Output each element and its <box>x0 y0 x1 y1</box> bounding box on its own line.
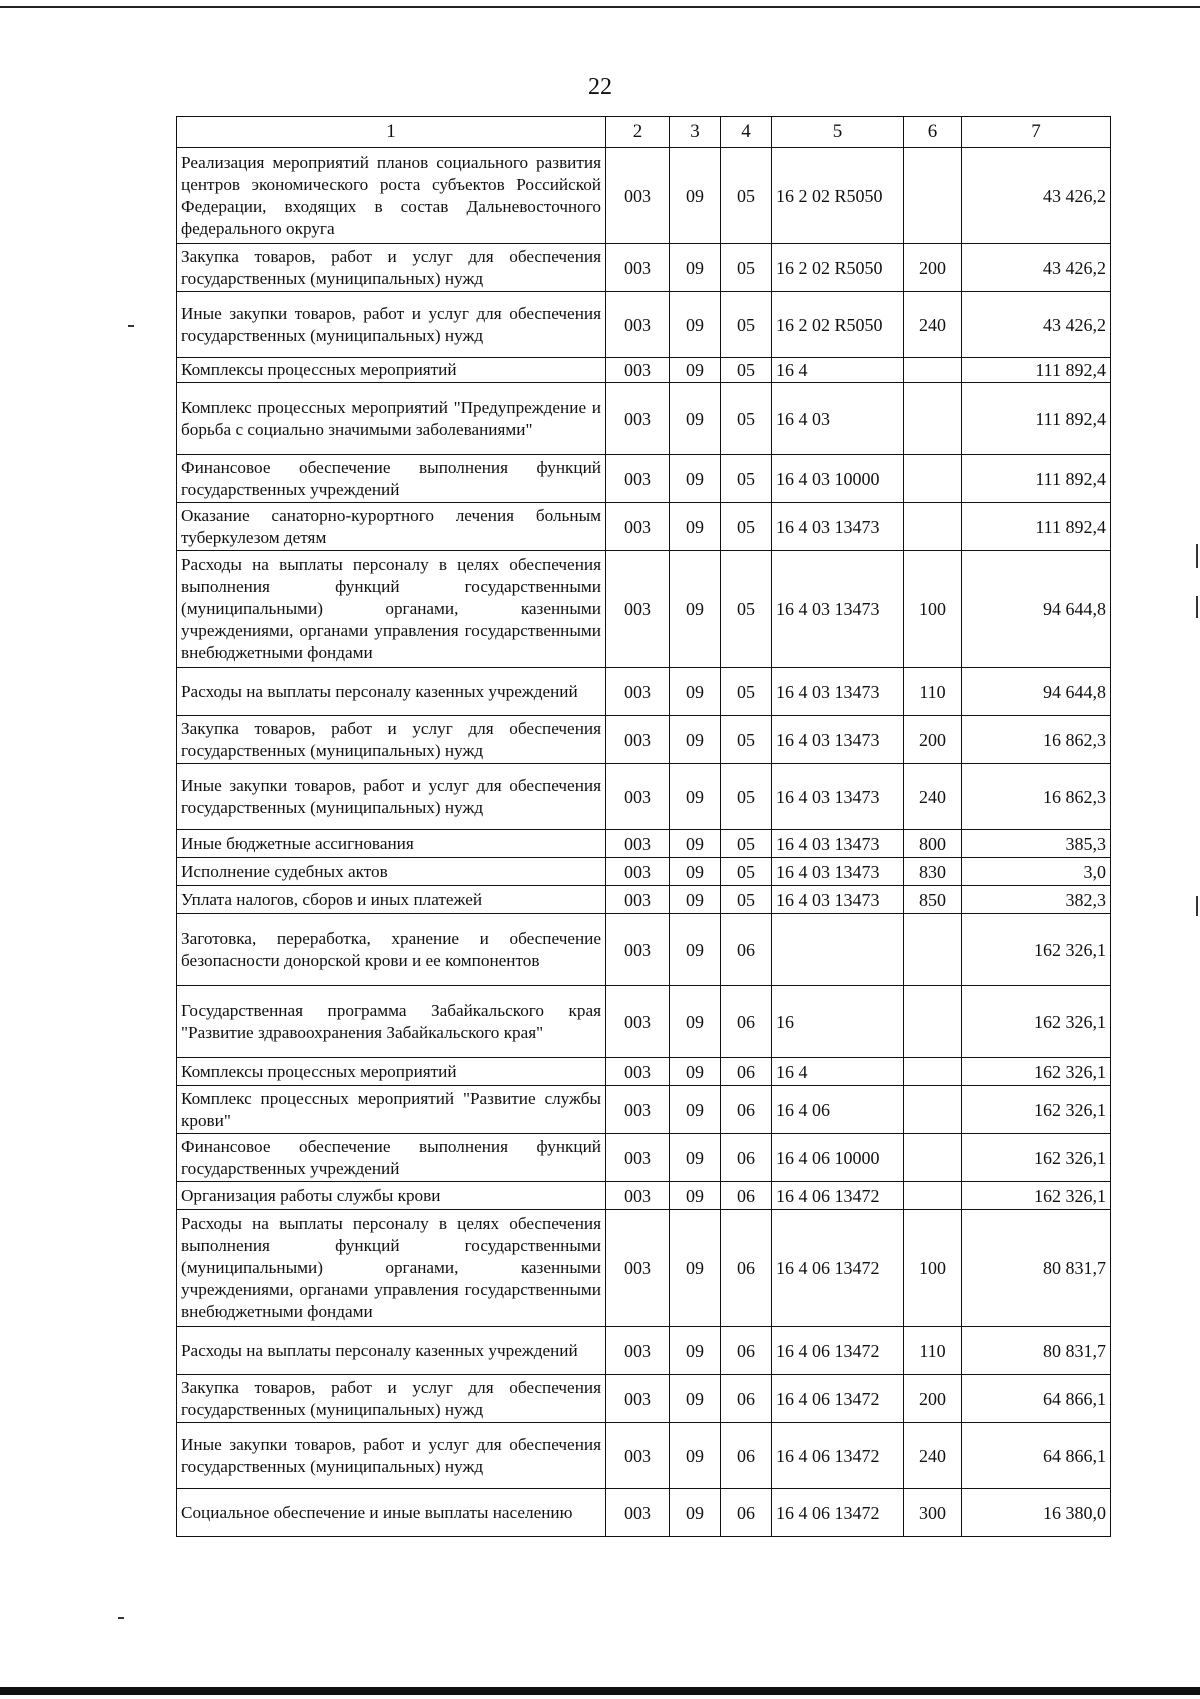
cell-admin-code: 003 <box>606 830 670 858</box>
cell-name: Иные закупки товаров, работ и услуг для обеспечения государственных (муниципальных) нужд <box>177 764 606 830</box>
cell-target-article: 16 4 06 13472 <box>772 1489 904 1537</box>
cell-admin-code: 003 <box>606 914 670 986</box>
cell-name: Комплекс процессных мероприятий "Предупреждение и борьба с социально значимыми заболеваниями" <box>177 383 606 455</box>
cell-expense-type: 200 <box>904 1375 962 1423</box>
cell-expense-type: 200 <box>904 244 962 292</box>
cell-section: 09 <box>670 986 721 1058</box>
cell-admin-code: 003 <box>606 1086 670 1134</box>
cell-section: 09 <box>670 244 721 292</box>
cell-admin-code: 003 <box>606 1489 670 1537</box>
bottom-edge-bar <box>0 1687 1200 1695</box>
cell-amount: 16 862,3 <box>962 716 1111 764</box>
cell-admin-code: 003 <box>606 503 670 551</box>
binding-mark <box>1196 596 1198 618</box>
table-header-row <box>177 117 1111 148</box>
table-row <box>177 358 1111 383</box>
cell-admin-code: 003 <box>606 292 670 358</box>
header-col-7: 7 <box>962 117 1111 148</box>
header-col-4: 4 <box>721 117 772 148</box>
table-row <box>177 1327 1111 1375</box>
table-row <box>177 1375 1111 1423</box>
header-col-3: 3 <box>670 117 721 148</box>
cell-expense-type <box>904 986 962 1058</box>
cell-target-article: 16 2 02 R5050 <box>772 292 904 358</box>
header-col-2: 2 <box>606 117 670 148</box>
table-row <box>177 986 1111 1058</box>
cell-section: 09 <box>670 358 721 383</box>
cell-target-article: 16 4 06 10000 <box>772 1134 904 1182</box>
cell-name: Реализация мероприятий планов социального развития центров экономического роста субъектов Российской Федерации, входящих в состав Дальневосточного федерального округа <box>177 148 606 244</box>
cell-expense-type <box>904 358 962 383</box>
cell-name: Заготовка, переработка, хранение и обеспечение безопасности донорской крови и ее компонентов <box>177 914 606 986</box>
cell-target-article: 16 4 06 13472 <box>772 1327 904 1375</box>
cell-amount: 111 892,4 <box>962 383 1111 455</box>
header-col-5: 5 <box>772 117 904 148</box>
cell-target-article: 16 4 06 13472 <box>772 1375 904 1423</box>
scan-speck <box>128 325 134 327</box>
cell-expense-type: 110 <box>904 1327 962 1375</box>
cell-target-article: 16 4 06 13472 <box>772 1182 904 1210</box>
table-row <box>177 1489 1111 1537</box>
cell-subsection: 06 <box>721 986 772 1058</box>
table-row <box>177 244 1111 292</box>
cell-subsection: 06 <box>721 1058 772 1086</box>
binding-mark <box>1196 544 1198 568</box>
cell-amount: 16 380,0 <box>962 1489 1111 1537</box>
cell-target-article: 16 4 03 13473 <box>772 764 904 830</box>
cell-expense-type: 100 <box>904 551 962 668</box>
cell-amount: 111 892,4 <box>962 503 1111 551</box>
cell-admin-code: 003 <box>606 1423 670 1489</box>
scan-speck <box>118 1617 124 1619</box>
cell-admin-code: 003 <box>606 244 670 292</box>
cell-section: 09 <box>670 292 721 358</box>
cell-admin-code: 003 <box>606 1210 670 1327</box>
cell-admin-code: 003 <box>606 764 670 830</box>
cell-expense-type <box>904 914 962 986</box>
cell-expense-type <box>904 383 962 455</box>
cell-name: Уплата налогов, сборов и иных платежей <box>177 886 606 914</box>
table-row <box>177 383 1111 455</box>
cell-subsection: 05 <box>721 716 772 764</box>
cell-admin-code: 003 <box>606 716 670 764</box>
cell-name: Государственная программа Забайкальского края "Развитие здравоохранения Забайкальского края" <box>177 986 606 1058</box>
cell-target-article: 16 2 02 R5050 <box>772 148 904 244</box>
cell-target-article: 16 4 06 13472 <box>772 1423 904 1489</box>
cell-section: 09 <box>670 1375 721 1423</box>
cell-target-article: 16 4 03 13473 <box>772 668 904 716</box>
cell-subsection: 06 <box>721 1182 772 1210</box>
cell-section: 09 <box>670 858 721 886</box>
cell-admin-code: 003 <box>606 1134 670 1182</box>
cell-subsection: 06 <box>721 1375 772 1423</box>
table-row <box>177 914 1111 986</box>
cell-section: 09 <box>670 914 721 986</box>
cell-subsection: 05 <box>721 830 772 858</box>
cell-section: 09 <box>670 383 721 455</box>
table-row <box>177 1182 1111 1210</box>
table-row <box>177 1423 1111 1489</box>
cell-target-article: 16 4 03 13473 <box>772 858 904 886</box>
cell-admin-code: 003 <box>606 986 670 1058</box>
cell-amount: 64 866,1 <box>962 1423 1111 1489</box>
cell-amount: 80 831,7 <box>962 1327 1111 1375</box>
cell-name: Оказание санаторно-курортного лечения больным туберкулезом детям <box>177 503 606 551</box>
binding-mark <box>1196 896 1198 916</box>
cell-expense-type: 800 <box>904 830 962 858</box>
table-row <box>177 1086 1111 1134</box>
table-row <box>177 858 1111 886</box>
cell-expense-type <box>904 1134 962 1182</box>
cell-subsection: 05 <box>721 668 772 716</box>
cell-target-article: 16 4 03 <box>772 383 904 455</box>
cell-name: Комплексы процессных мероприятий <box>177 358 606 383</box>
cell-section: 09 <box>670 1210 721 1327</box>
cell-expense-type: 240 <box>904 292 962 358</box>
cell-target-article: 16 4 03 10000 <box>772 455 904 503</box>
cell-name: Расходы на выплаты персоналу казенных учреждений <box>177 668 606 716</box>
cell-name: Иные бюджетные ассигнования <box>177 830 606 858</box>
cell-subsection: 05 <box>721 244 772 292</box>
cell-name: Комплекс процессных мероприятий "Развитие службы крови" <box>177 1086 606 1134</box>
table-row <box>177 455 1111 503</box>
cell-amount: 43 426,2 <box>962 292 1111 358</box>
cell-amount: 162 326,1 <box>962 1086 1111 1134</box>
cell-subsection: 05 <box>721 503 772 551</box>
cell-section: 09 <box>670 503 721 551</box>
cell-section: 09 <box>670 830 721 858</box>
cell-subsection: 06 <box>721 1210 772 1327</box>
cell-section: 09 <box>670 1327 721 1375</box>
cell-name: Расходы на выплаты персоналу в целях обеспечения выполнения функций государственными (муниципальными) органами, казенными учреждениями, органами управления государственными внебюджетными фондами <box>177 1210 606 1327</box>
cell-name: Организация работы службы крови <box>177 1182 606 1210</box>
cell-amount: 162 326,1 <box>962 914 1111 986</box>
cell-amount: 80 831,7 <box>962 1210 1111 1327</box>
cell-amount: 382,3 <box>962 886 1111 914</box>
table-row <box>177 886 1111 914</box>
cell-target-article: 16 <box>772 986 904 1058</box>
cell-target-article: 16 4 <box>772 1058 904 1086</box>
cell-subsection: 05 <box>721 551 772 668</box>
cell-admin-code: 003 <box>606 551 670 668</box>
cell-expense-type: 240 <box>904 764 962 830</box>
cell-target-article: 16 4 06 13472 <box>772 1210 904 1327</box>
cell-name: Финансовое обеспечение выполнения функций государственных учреждений <box>177 1134 606 1182</box>
cell-admin-code: 003 <box>606 886 670 914</box>
table-row <box>177 716 1111 764</box>
cell-target-article: 16 4 03 13473 <box>772 503 904 551</box>
cell-admin-code: 003 <box>606 1182 670 1210</box>
table-row <box>177 503 1111 551</box>
cell-amount: 111 892,4 <box>962 358 1111 383</box>
cell-expense-type <box>904 1182 962 1210</box>
cell-subsection: 05 <box>721 764 772 830</box>
cell-admin-code: 003 <box>606 1375 670 1423</box>
cell-subsection: 06 <box>721 1489 772 1537</box>
cell-name: Социальное обеспечение и иные выплаты населению <box>177 1489 606 1537</box>
cell-section: 09 <box>670 1489 721 1537</box>
cell-subsection: 06 <box>721 1423 772 1489</box>
cell-name: Закупка товаров, работ и услуг для обеспечения государственных (муниципальных) нужд <box>177 1375 606 1423</box>
cell-section: 09 <box>670 668 721 716</box>
cell-name: Расходы на выплаты персоналу казенных учреждений <box>177 1327 606 1375</box>
cell-expense-type: 830 <box>904 858 962 886</box>
cell-amount: 16 862,3 <box>962 764 1111 830</box>
cell-admin-code: 003 <box>606 383 670 455</box>
cell-section: 09 <box>670 886 721 914</box>
cell-amount: 385,3 <box>962 830 1111 858</box>
cell-expense-type: 100 <box>904 1210 962 1327</box>
cell-expense-type: 110 <box>904 668 962 716</box>
cell-section: 09 <box>670 1134 721 1182</box>
cell-target-article: 16 4 03 13473 <box>772 830 904 858</box>
cell-name: Закупка товаров, работ и услуг для обеспечения государственных (муниципальных) нужд <box>177 244 606 292</box>
cell-subsection: 05 <box>721 858 772 886</box>
cell-admin-code: 003 <box>606 1058 670 1086</box>
cell-admin-code: 003 <box>606 668 670 716</box>
table-row <box>177 551 1111 668</box>
table-row <box>177 764 1111 830</box>
cell-name: Закупка товаров, работ и услуг для обеспечения государственных (муниципальных) нужд <box>177 716 606 764</box>
cell-amount: 3,0 <box>962 858 1111 886</box>
cell-amount: 94 644,8 <box>962 668 1111 716</box>
cell-expense-type: 200 <box>904 716 962 764</box>
cell-target-article: 16 4 06 <box>772 1086 904 1134</box>
table-row <box>177 292 1111 358</box>
cell-name: Исполнение судебных актов <box>177 858 606 886</box>
cell-subsection: 05 <box>721 148 772 244</box>
cell-amount: 94 644,8 <box>962 551 1111 668</box>
table-row <box>177 1210 1111 1327</box>
cell-name: Иные закупки товаров, работ и услуг для обеспечения государственных (муниципальных) нужд <box>177 292 606 358</box>
cell-expense-type: 850 <box>904 886 962 914</box>
cell-subsection: 05 <box>721 455 772 503</box>
cell-admin-code: 003 <box>606 858 670 886</box>
budget-table <box>176 116 1111 1537</box>
cell-expense-type <box>904 148 962 244</box>
table-row <box>177 1058 1111 1086</box>
table-row <box>177 1134 1111 1182</box>
cell-expense-type <box>904 455 962 503</box>
page-number: 22 <box>588 74 612 100</box>
top-edge-line <box>0 6 1200 8</box>
table-row <box>177 830 1111 858</box>
cell-target-article: 16 4 03 13473 <box>772 886 904 914</box>
cell-section: 09 <box>670 1086 721 1134</box>
cell-admin-code: 003 <box>606 148 670 244</box>
cell-name: Финансовое обеспечение выполнения функций государственных учреждений <box>177 455 606 503</box>
cell-expense-type: 300 <box>904 1489 962 1537</box>
table-row <box>177 668 1111 716</box>
cell-expense-type <box>904 1086 962 1134</box>
cell-amount: 162 326,1 <box>962 1134 1111 1182</box>
cell-amount: 111 892,4 <box>962 455 1111 503</box>
cell-section: 09 <box>670 1423 721 1489</box>
cell-name: Иные закупки товаров, работ и услуг для обеспечения государственных (муниципальных) нужд <box>177 1423 606 1489</box>
cell-section: 09 <box>670 455 721 503</box>
cell-expense-type <box>904 1058 962 1086</box>
cell-amount: 162 326,1 <box>962 986 1111 1058</box>
cell-target-article: 16 2 02 R5050 <box>772 244 904 292</box>
cell-admin-code: 003 <box>606 358 670 383</box>
header-col-1: 1 <box>177 117 606 148</box>
cell-amount: 162 326,1 <box>962 1182 1111 1210</box>
cell-section: 09 <box>670 1058 721 1086</box>
cell-target-article: 16 4 03 13473 <box>772 716 904 764</box>
cell-subsection: 06 <box>721 1086 772 1134</box>
cell-amount: 43 426,2 <box>962 148 1111 244</box>
cell-expense-type <box>904 503 962 551</box>
cell-expense-type: 240 <box>904 1423 962 1489</box>
header-col-6: 6 <box>904 117 962 148</box>
table-body <box>177 148 1111 1537</box>
cell-target-article: 16 4 <box>772 358 904 383</box>
cell-subsection: 05 <box>721 358 772 383</box>
cell-section: 09 <box>670 716 721 764</box>
cell-amount: 64 866,1 <box>962 1375 1111 1423</box>
table-row <box>177 148 1111 244</box>
cell-section: 09 <box>670 1182 721 1210</box>
cell-amount: 162 326,1 <box>962 1058 1111 1086</box>
cell-name: Комплексы процессных мероприятий <box>177 1058 606 1086</box>
cell-subsection: 05 <box>721 886 772 914</box>
cell-subsection: 06 <box>721 1134 772 1182</box>
cell-subsection: 06 <box>721 1327 772 1375</box>
cell-subsection: 05 <box>721 383 772 455</box>
cell-section: 09 <box>670 148 721 244</box>
cell-section: 09 <box>670 764 721 830</box>
cell-admin-code: 003 <box>606 1327 670 1375</box>
cell-subsection: 05 <box>721 292 772 358</box>
cell-amount: 43 426,2 <box>962 244 1111 292</box>
cell-target-article: 16 4 03 13473 <box>772 551 904 668</box>
cell-section: 09 <box>670 551 721 668</box>
cell-name: Расходы на выплаты персоналу в целях обеспечения выполнения функций государственными (муниципальными) органами, казенными учреждениями, органами управления государственными внебюджетными фондами <box>177 551 606 668</box>
cell-target-article <box>772 914 904 986</box>
cell-admin-code: 003 <box>606 455 670 503</box>
cell-subsection: 06 <box>721 914 772 986</box>
